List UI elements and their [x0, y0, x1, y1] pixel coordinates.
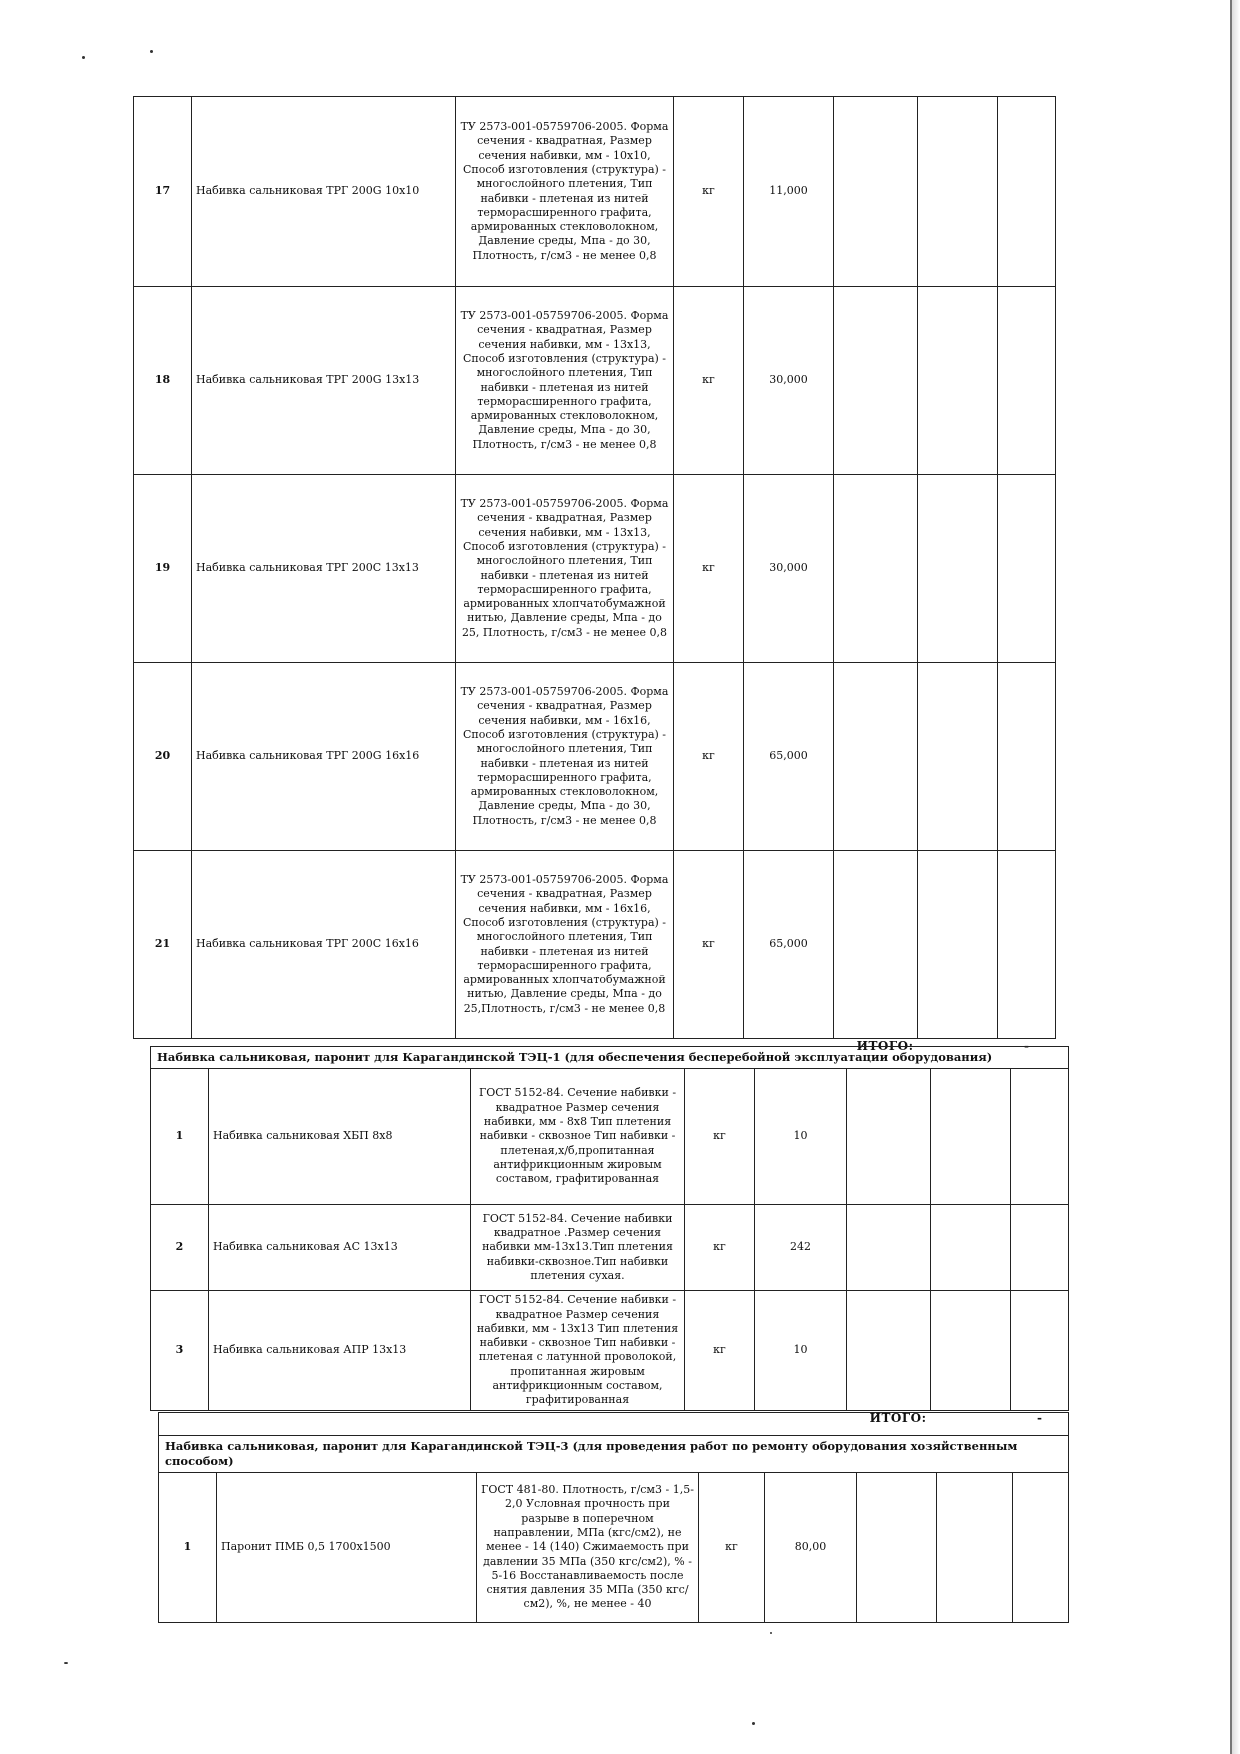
- item-name: Набивка сальниковая ТРГ 200G 13x13: [192, 287, 456, 475]
- row-number: 17: [134, 97, 192, 287]
- empty-cell: [159, 1413, 1069, 1436]
- empty-cell: [918, 97, 998, 287]
- item-name: Набивка сальниковая ХБП 8x8: [209, 1068, 471, 1204]
- item-qty: 65,000: [744, 851, 834, 1039]
- total-dash: -: [1024, 1039, 1029, 1054]
- scan-speck: [82, 56, 85, 59]
- item-spec: ГОСТ 481-80. Плотность, г/см3 - 1,5-2,0 Условная прочность при разрыве в поперечном направлении, МПа (кгс/см2), не менее - 14 (140) Сжимаемость при давлении 35 МПа (350 кгс/см2), % - 5-16 Восстанавливаемость после снятия давления 35 МПа (350 кгс/см2), %, не менее - 40: [477, 1472, 699, 1622]
- empty-cell: [834, 287, 918, 475]
- row-number: 1: [159, 1472, 217, 1622]
- total-label: ИТОГО:: [869, 1411, 927, 1426]
- total-dash: -: [1037, 1411, 1043, 1426]
- row-number: 18: [134, 287, 192, 475]
- item-unit: кг: [674, 475, 744, 663]
- item-qty: 65,000: [744, 663, 834, 851]
- empty-cell: [847, 1290, 931, 1410]
- empty-cell: [998, 851, 1056, 1039]
- table-row: [159, 1472, 1069, 1622]
- section-header-row: [151, 1047, 1069, 1069]
- empty-cell: [834, 663, 918, 851]
- row-number: 2: [151, 1204, 209, 1290]
- item-unit: кг: [674, 851, 744, 1039]
- table-row: [151, 1204, 1069, 1290]
- empty-cell: [998, 663, 1056, 851]
- empty-cell: [931, 1290, 1011, 1410]
- empty-cell: [834, 475, 918, 663]
- item-spec: ТУ 2573-001-05759706-2005. Форма сечения - квадратная, Размер сечения набивки, мм - 13x13, Способ изготовления (структура) - многослойного плетения, Тип набивки - плетеная из нитей терморасширенного графита, армированных стекловолокном, Давление среды, Мпа - до 30, Плотность, г/см3 - не менее 0,8: [456, 287, 674, 475]
- empty-cell: [847, 1204, 931, 1290]
- spacer-row: [159, 1413, 1069, 1436]
- empty-cell: [918, 287, 998, 475]
- item-unit: кг: [685, 1290, 755, 1410]
- scan-speck: [752, 1722, 755, 1725]
- item-spec: ТУ 2573-001-05759706-2005. Форма сечения - квадратная, Размер сечения набивки, мм - 16x16, Способ изготовления (структура) - многослойного плетения, Тип набивки - плетеная из нитей терморасширенного графита, армированных хлопчатобумажной нитью, Давление среды, Мпа - до 25,Плотность, г/см3 - не менее 0,8: [456, 851, 674, 1039]
- item-qty: 242: [755, 1204, 847, 1290]
- section-header-row: [159, 1436, 1069, 1473]
- table-row: [151, 1068, 1069, 1204]
- empty-cell: [937, 1472, 1013, 1622]
- item-qty: 11,000: [744, 97, 834, 287]
- item-unit: кг: [685, 1068, 755, 1204]
- empty-cell: [847, 1068, 931, 1204]
- item-spec: ГОСТ 5152-84. Сечение набивки - квадратное Размер сечения набивки, мм - 8x8 Тип плетения набивки - сквозное Тип набивки - плетеная,х/б,пропитанная антифрикционным жировым составом, графитированная: [471, 1068, 685, 1204]
- item-spec: ТУ 2573-001-05759706-2005. Форма сечения - квадратная, Размер сечения набивки, мм - 10x10, Способ изготовления (структура) - многослойного плетения, Тип набивки - плетеная из нитей терморасширенного графита, армированных стекловолокном, Давление среды, Мпа - до 30, Плотность, г/см3 - не менее 0,8: [456, 97, 674, 287]
- item-name: Набивка сальниковая АС 13x13: [209, 1204, 471, 1290]
- row-number: 20: [134, 663, 192, 851]
- item-name: Паронит ПМБ 0,5 1700x1500: [217, 1472, 477, 1622]
- table-row: [134, 475, 1056, 663]
- table-row: [134, 97, 1056, 287]
- item-name: Набивка сальниковая ТРГ 200G 16x16: [192, 663, 456, 851]
- row-number: 21: [134, 851, 192, 1039]
- empty-cell: [918, 851, 998, 1039]
- section-title: Набивка сальниковая, паронит для Карагандинской ТЭЦ-3 (для проведения работ по ремонту оборудования хозяйственным способом): [159, 1436, 1069, 1473]
- scan-edge-shadow: [1230, 0, 1240, 1754]
- empty-cell: [931, 1068, 1011, 1204]
- item-qty: 10: [755, 1068, 847, 1204]
- item-spec: ТУ 2573-001-05759706-2005. Форма сечения - квадратная, Размер сечения набивки, мм - 16x16, Способ изготовления (структура) - многослойного плетения, Тип набивки - плетеная из нитей терморасширенного графита, армированных стекловолокном, Давление среды, Мпа - до 30, Плотность, г/см3 - не менее 0,8: [456, 663, 674, 851]
- table-section-3: [158, 1412, 1069, 1623]
- item-name: Набивка сальниковая ТРГ 200С 16x16: [192, 851, 456, 1039]
- item-unit: кг: [699, 1472, 765, 1622]
- table-row: [134, 851, 1056, 1039]
- item-spec: ТУ 2573-001-05759706-2005. Форма сечения - квадратная, Размер сечения набивки, мм - 13x13, Способ изготовления (структура) - многослойного плетения, Тип набивки - плетеная из нитей терморасширенного графита, армированных хлопчатобумажной нитью, Давление среды, Мпа - до 25, Плотность, г/см3 - не менее 0,8: [456, 475, 674, 663]
- empty-cell: [1011, 1204, 1069, 1290]
- item-name: Набивка сальниковая ТРГ 200G 10x10: [192, 97, 456, 287]
- table-section-1: [133, 96, 1056, 1055]
- item-qty: 30,000: [744, 475, 834, 663]
- table-row: [151, 1290, 1069, 1410]
- table-section-2: [150, 1046, 1069, 1427]
- row-number: 19: [134, 475, 192, 663]
- item-name: Набивка сальниковая ТРГ 200С 13x13: [192, 475, 456, 663]
- item-spec: ГОСТ 5152-84. Сечение набивки квадратное .Размер сечения набивки мм-13x13.Тип плетения набивки-сквозное.Тип набивки плетения сухая.: [471, 1204, 685, 1290]
- item-unit: кг: [685, 1204, 755, 1290]
- empty-cell: [918, 475, 998, 663]
- empty-cell: [1011, 1068, 1069, 1204]
- empty-cell: [834, 97, 918, 287]
- table-row: [134, 663, 1056, 851]
- empty-cell: [998, 475, 1056, 663]
- empty-cell: [918, 663, 998, 851]
- empty-cell: [1013, 1472, 1069, 1622]
- empty-cell: [834, 851, 918, 1039]
- item-qty: 10: [755, 1290, 847, 1410]
- scan-speck: [770, 1632, 772, 1634]
- scan-speck: [150, 50, 153, 53]
- empty-cell: [857, 1472, 937, 1622]
- empty-cell: [998, 97, 1056, 287]
- item-unit: кг: [674, 663, 744, 851]
- table-row: [134, 287, 1056, 475]
- row-number: 3: [151, 1290, 209, 1410]
- item-unit: кг: [674, 97, 744, 287]
- row-number: 1: [151, 1068, 209, 1204]
- empty-cell: [1011, 1290, 1069, 1410]
- item-qty: 80,00: [765, 1472, 857, 1622]
- scan-speck: [64, 1662, 68, 1664]
- total-label: ИТОГО:: [856, 1039, 914, 1054]
- item-spec: ГОСТ 5152-84. Сечение набивки - квадратное Размер сечения набивки, мм - 13x13 Тип плетения набивки - сквозное Тип набивки - плетеная с латунной проволокой, пропитанная жировым антифрикционным составом, графитированная: [471, 1290, 685, 1410]
- section-title: Набивка сальниковая, паронит для Карагандинской ТЭЦ-1 (для обеспечения бесперебойной эксплуатации оборудования): [151, 1047, 1069, 1069]
- empty-cell: [931, 1204, 1011, 1290]
- item-name: Набивка сальниковая АПР 13x13: [209, 1290, 471, 1410]
- empty-cell: [998, 287, 1056, 475]
- item-qty: 30,000: [744, 287, 834, 475]
- item-unit: кг: [674, 287, 744, 475]
